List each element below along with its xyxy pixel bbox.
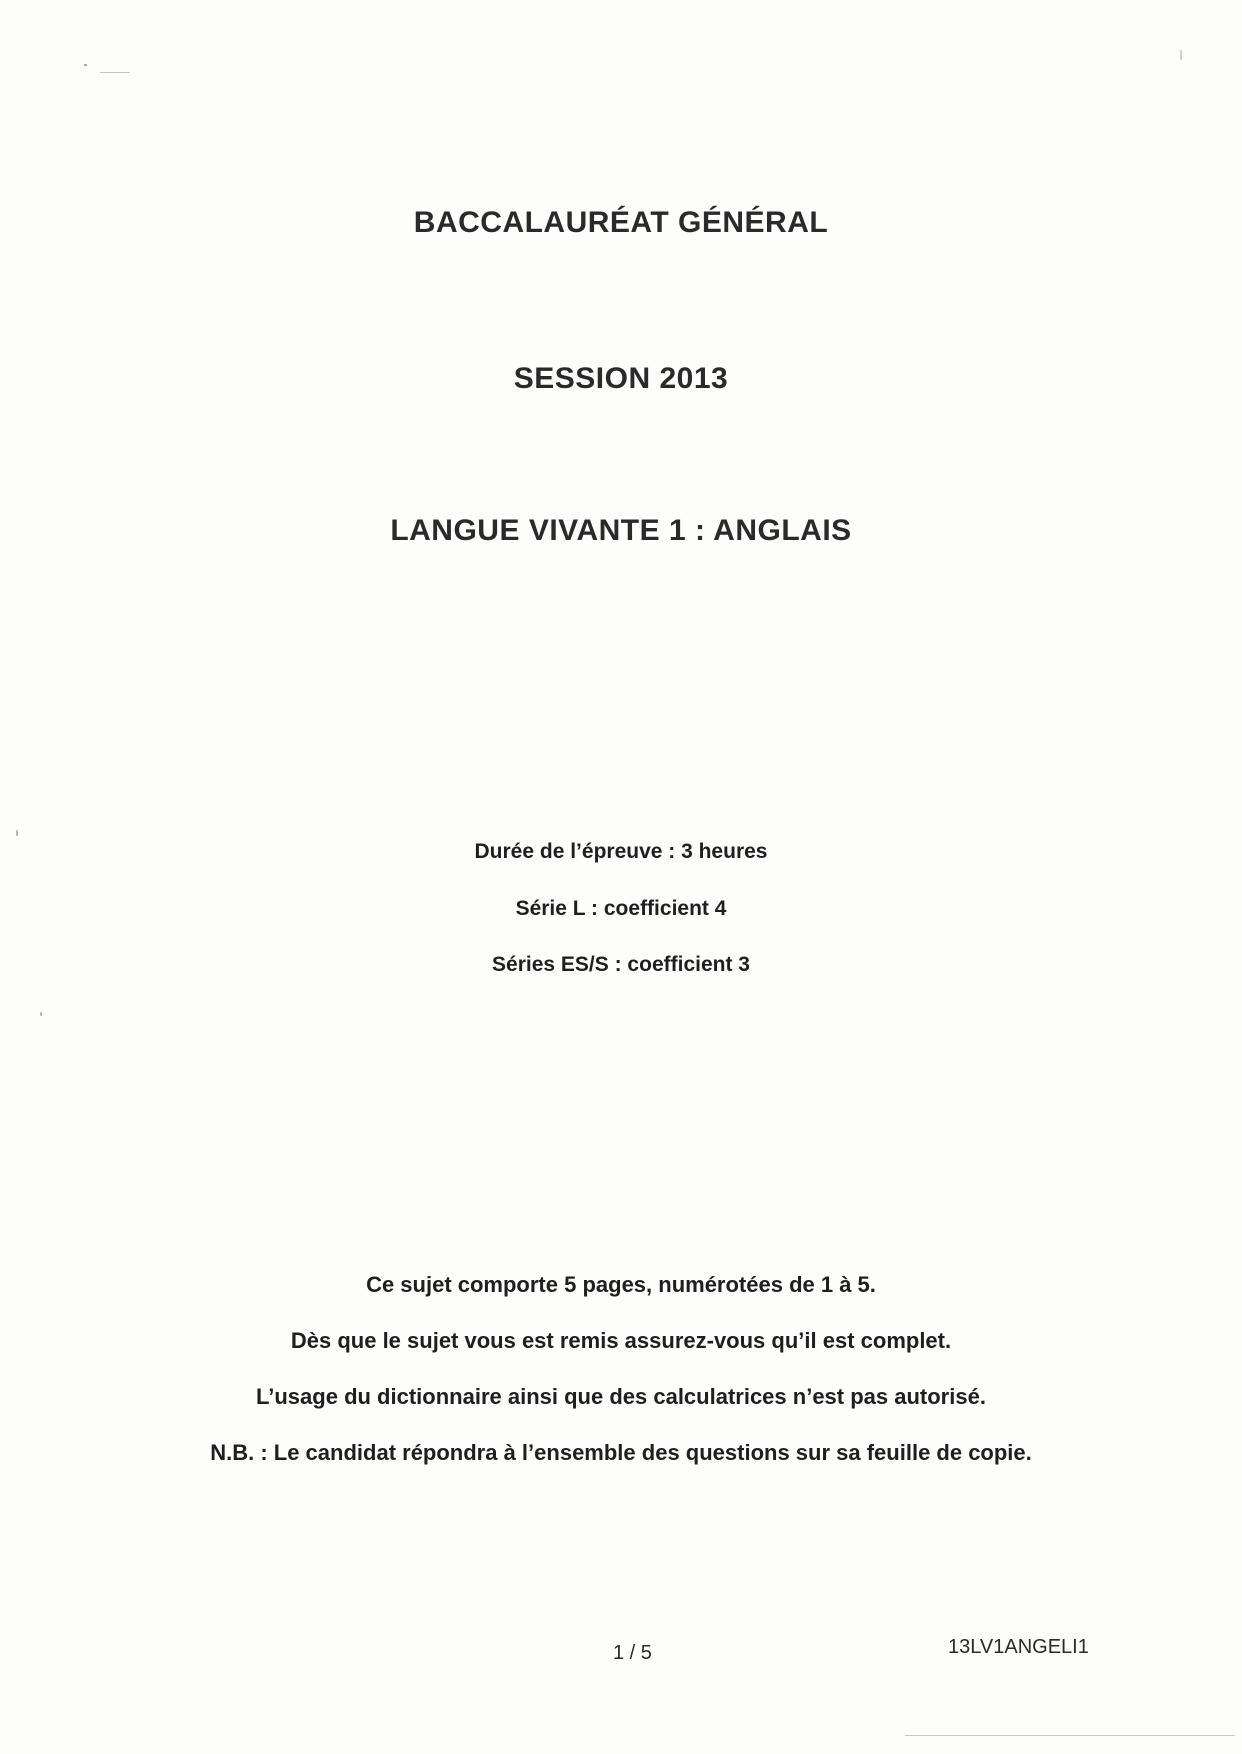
scan-speck [40, 1012, 42, 1016]
scan-speck [16, 830, 18, 836]
scan-speck [100, 72, 130, 73]
pages-instruction: Ce sujet comporte 5 pages, numérotées de 1 à 5. [366, 1272, 876, 1297]
session-title: SESSION 2013 [513, 362, 729, 395]
completeness-instruction: Dès que le sujet vous est remis assurez-vous qu’il est complet. [290, 1328, 952, 1353]
subject-code: 13LV1ANGELI1 [948, 1636, 1089, 1658]
series-es-s-coefficient: Séries ES/S : coefficient 3 [492, 953, 750, 976]
page-number: 1 / 5 [613, 1642, 652, 1664]
duration-text: Durée de l’épreuve : 3 heures [474, 840, 768, 863]
scan-speck [905, 1735, 1235, 1736]
serie-l-coefficient: Série L : coefficient 4 [515, 897, 727, 920]
subject-title: LANGUE VIVANTE 1 : ANGLAIS [390, 514, 852, 547]
dictionary-instruction: L’usage du dictionnaire ainsi que des calculatrices n’est pas autorisé. [256, 1384, 986, 1409]
scan-speck [1180, 50, 1182, 60]
exam-title: BACCALAURÉAT GÉNÉRAL [413, 206, 829, 239]
nb-instruction: N.B. : Le candidat répondra à l’ensemble des questions sur sa feuille de copie. [210, 1440, 1032, 1465]
scan-speck [84, 64, 87, 66]
